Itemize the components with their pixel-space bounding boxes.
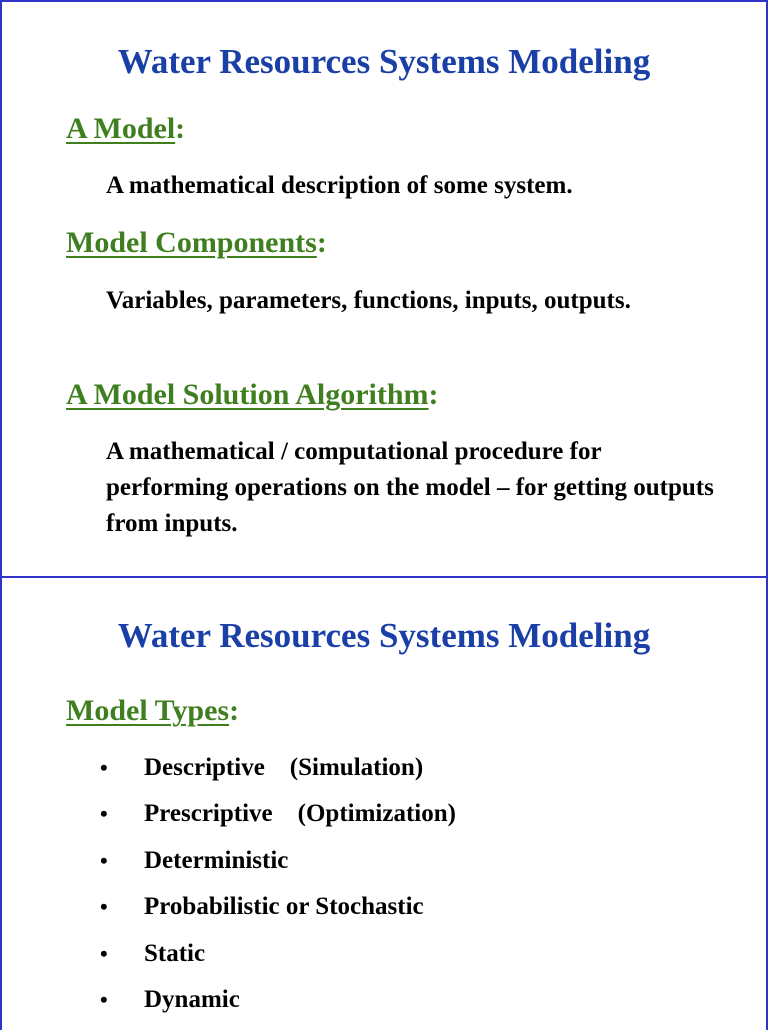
list-item-text: Prescriptive (Optimization): [144, 800, 456, 828]
bullet-icon: •: [100, 894, 108, 920]
heading-a-model: [66, 112, 185, 146]
list-item-text: Static: [144, 939, 206, 967]
list-item: [100, 936, 456, 982]
list-item-text: Probabilistic or Stochastic: [144, 893, 424, 921]
slide-1-title: Water Resources Systems Modeling: [117, 42, 651, 81]
slide-2: [0, 576, 768, 1030]
body-model-components: Variables, parameters, functions, inputs, outputs.: [106, 287, 631, 314]
list-item: [100, 843, 456, 889]
heading-solution-algorithm: [66, 378, 439, 412]
bullet-icon: •: [100, 940, 108, 966]
heading-solution-algorithm-text: A Model Solution Algorithm: [66, 378, 429, 411]
body-a-model: A mathematical description of some system.: [106, 172, 573, 199]
body-solution-algorithm: A mathematical / computational procedure for performing operations on the model – for getting outputs from inputs.: [106, 438, 714, 537]
bullet-icon: •: [100, 986, 108, 1012]
list-item-text: Dynamic: [144, 985, 240, 1013]
heading-a-model-colon: :: [175, 112, 186, 145]
list-item: [100, 750, 456, 796]
list-item: [100, 889, 456, 935]
heading-model-components-text: Model Components: [66, 226, 317, 259]
heading-model-types-colon: :: [229, 694, 240, 727]
list-item: [100, 982, 456, 1028]
model-types-list: [100, 750, 456, 1028]
heading-model-components: [66, 226, 327, 260]
heading-model-components-colon: :: [316, 226, 327, 259]
heading-model-types: [66, 694, 239, 728]
list-item-text: Deterministic: [144, 846, 289, 874]
list-item-text: Descriptive (Simulation): [144, 754, 424, 781]
bullet-icon: •: [100, 801, 108, 827]
bullet-icon: •: [100, 755, 108, 780]
heading-model-types-text: Model Types: [66, 694, 230, 727]
list-item: [100, 796, 456, 842]
bullet-icon: •: [100, 847, 108, 873]
heading-solution-algorithm-colon: :: [428, 378, 439, 411]
slide-2-title: Water Resources Systems Modeling: [117, 616, 651, 655]
heading-a-model-text: A Model: [66, 112, 176, 145]
